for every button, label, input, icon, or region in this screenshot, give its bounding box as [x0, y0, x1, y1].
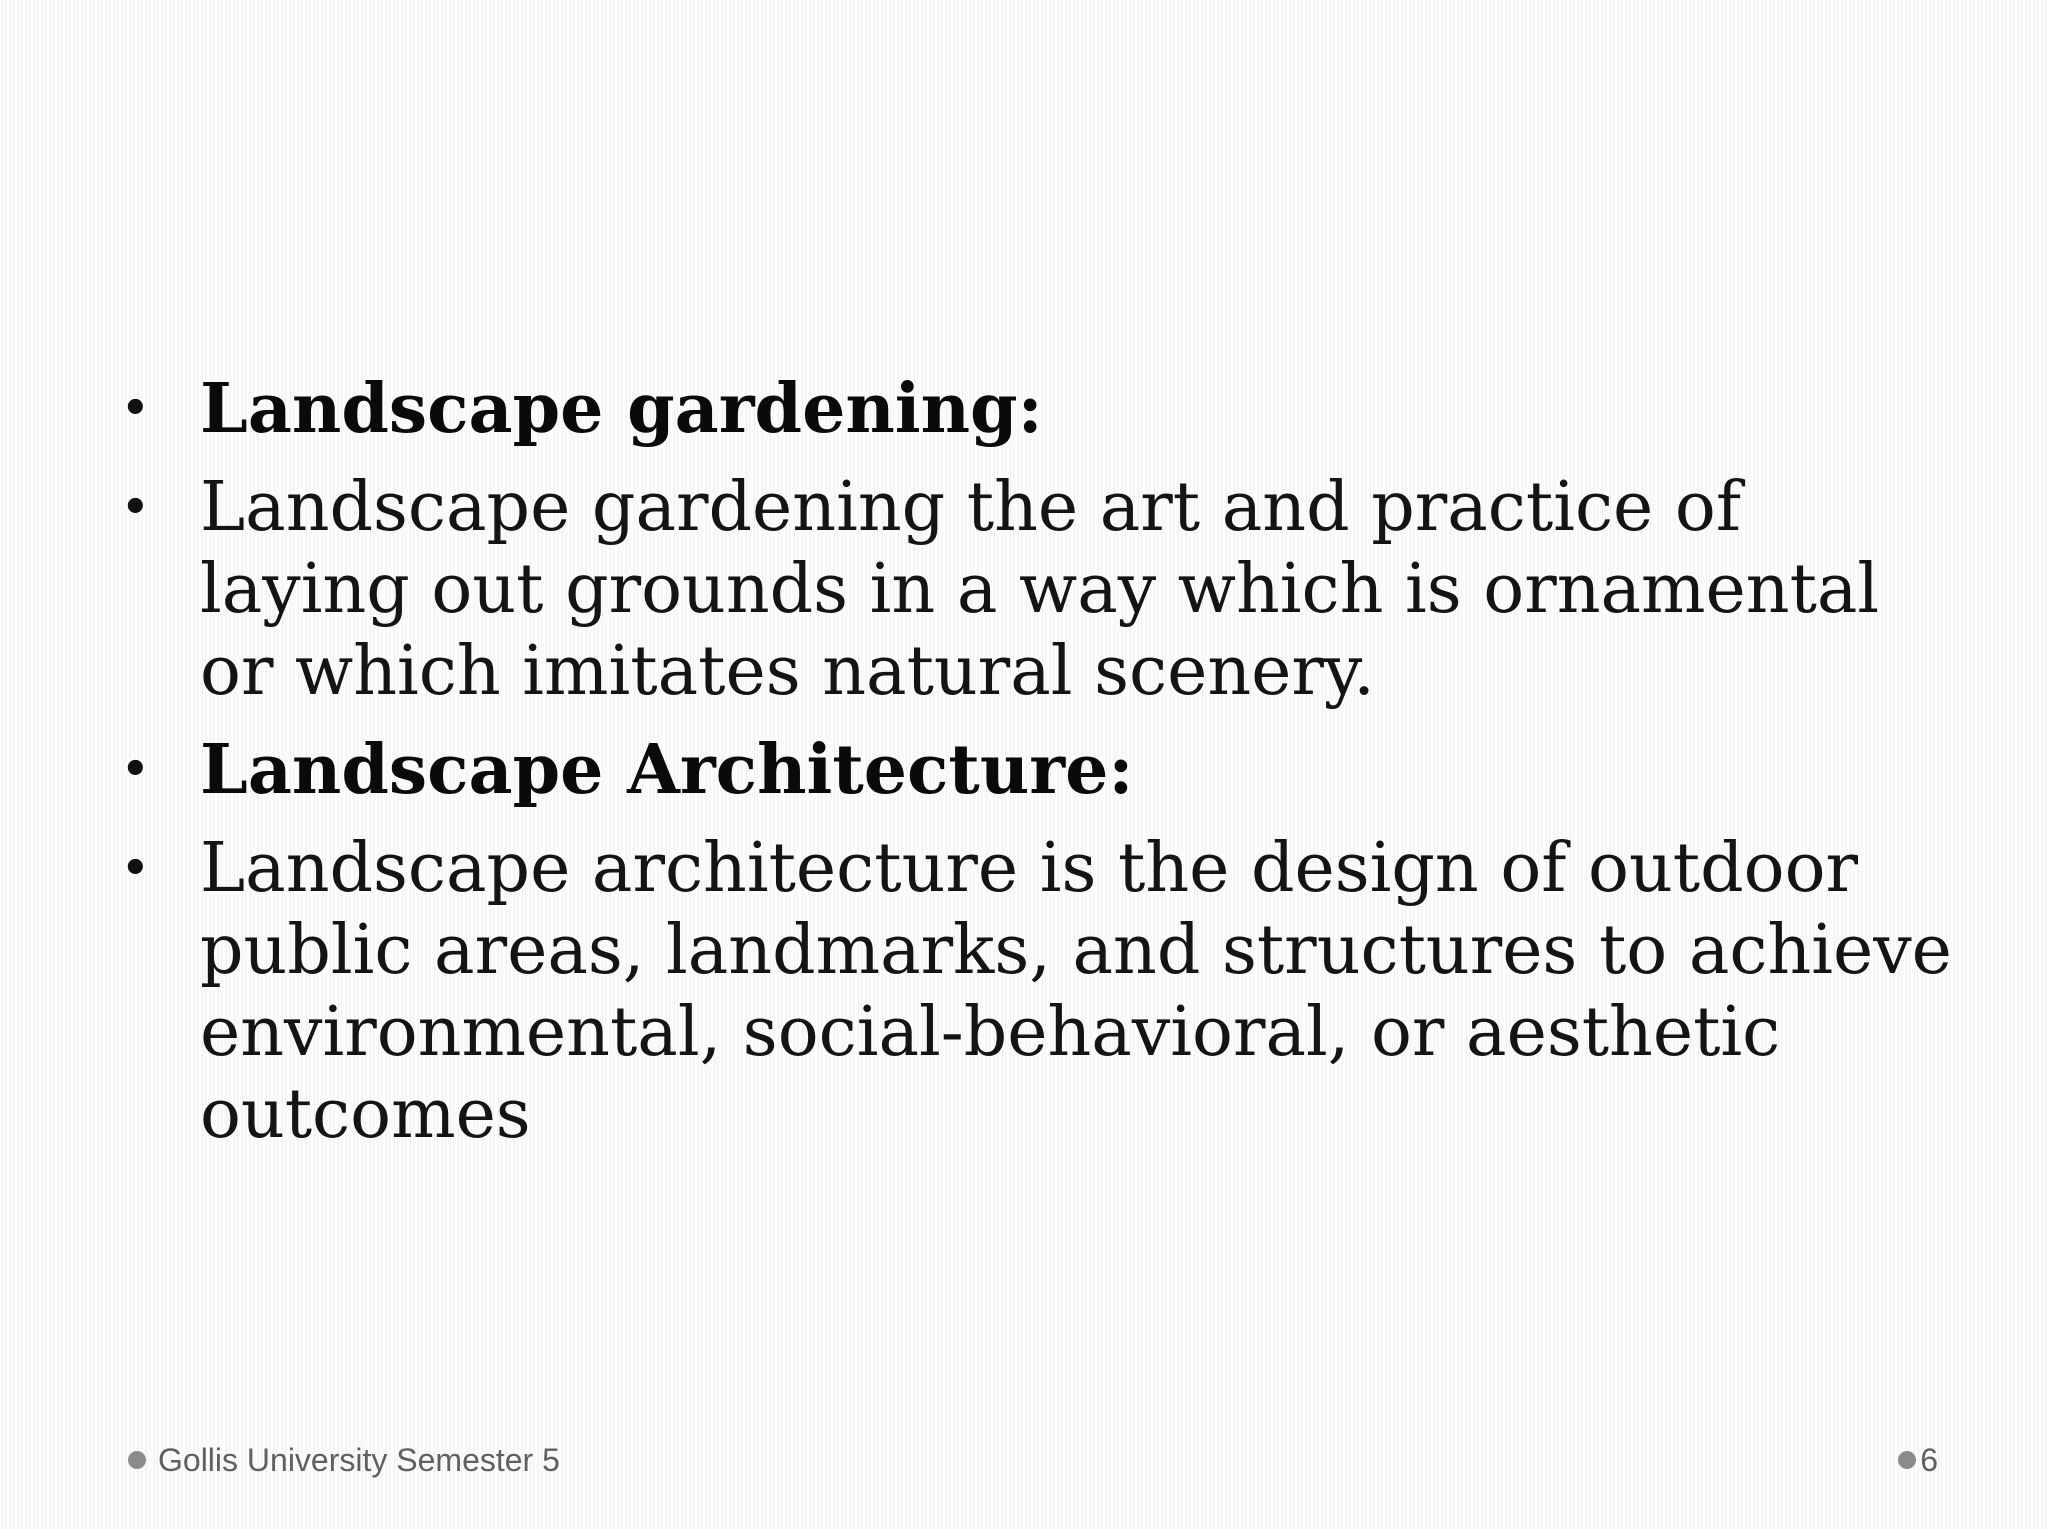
list-item-definition-landscape-gardening	[118, 467, 1958, 713]
footer-text: Gollis University Semester 5	[158, 1441, 560, 1478]
footer-right	[1898, 1440, 1938, 1480]
bullet-icon: •	[120, 379, 151, 439]
footer-dot-icon	[128, 1451, 146, 1469]
page-dot-icon	[1898, 1451, 1916, 1469]
list-item-definition-landscape-architecture	[118, 828, 1958, 1156]
bullet-icon: •	[120, 839, 151, 899]
bullet-icon: •	[120, 740, 151, 800]
page-number: 6	[1920, 1441, 1938, 1478]
heading-landscape-gardening: Landscape gardening:	[200, 369, 1043, 449]
footer-left	[128, 1440, 560, 1480]
list-item-heading-landscape-architecture	[118, 729, 1958, 812]
definition-landscape-architecture: Landscape architecture is the design of outdoor public areas, landmarks, and structures to achieve environmental, social-behavioral, or aesthetic outcomes	[200, 829, 1952, 1154]
bullet-icon: •	[120, 478, 151, 538]
list-item-heading-landscape-gardening	[118, 368, 1958, 451]
definition-landscape-gardening: Landscape gardening the art and practice of laying out grounds in a way which is ornamental or which imitates natural scenery.	[200, 468, 1880, 711]
slide-content-list	[118, 368, 1958, 1172]
heading-landscape-architecture: Landscape Architecture:	[200, 730, 1134, 810]
